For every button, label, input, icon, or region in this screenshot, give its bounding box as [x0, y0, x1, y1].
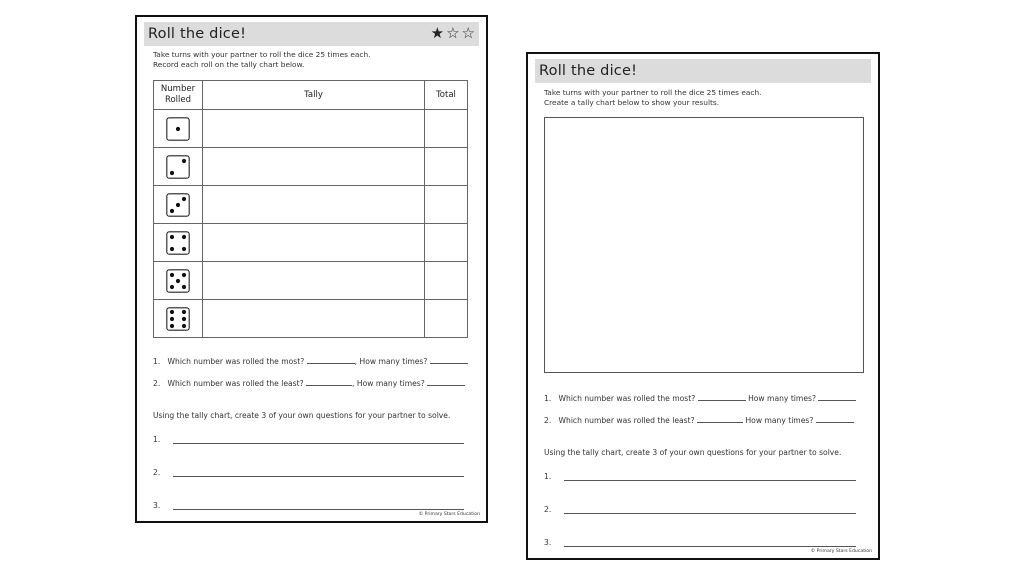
dice-face-3-icon	[166, 193, 190, 217]
question-suffix: How many times?	[356, 379, 425, 388]
tally-cell[interactable]	[203, 186, 425, 224]
question-2: 2. Which number was rolled the least? , How many times?	[153, 379, 465, 388]
number-rolled-cell	[154, 148, 203, 186]
number-rolled-cell	[154, 186, 203, 224]
instruction-line-2: Record each roll on the tally chart below.	[153, 60, 305, 69]
answer-line-2[interactable]	[173, 476, 464, 477]
star-outline-icon: ☆	[461, 24, 475, 42]
instruction-line-2: Create a tally chart below to show your results.	[544, 98, 720, 107]
worksheet-tally-chart	[135, 15, 488, 523]
header-number-line: Number	[160, 84, 196, 94]
answer-number-3: 3.	[153, 501, 161, 510]
answer-blank[interactable]	[427, 385, 465, 386]
dice-face-4-icon	[166, 231, 190, 255]
dice-face-2-icon	[166, 155, 190, 179]
number-rolled-cell	[154, 262, 203, 300]
question-number: 2.	[153, 379, 161, 388]
table-row	[154, 148, 468, 186]
answer-blank[interactable]	[698, 400, 746, 401]
question-suffix: How many times?	[745, 416, 814, 425]
tally-table	[153, 80, 468, 338]
answer-line-3[interactable]	[564, 546, 856, 547]
answer-line-3[interactable]	[173, 509, 464, 510]
table-row	[154, 262, 468, 300]
difficulty-stars	[431, 25, 475, 42]
question-suffix: How many times?	[359, 357, 428, 366]
total-cell[interactable]	[425, 300, 468, 338]
own-questions-prompt: Using the tally chart, create 3 of your own questions for your partner to solve.	[544, 448, 842, 457]
dice-face-6-icon	[166, 307, 190, 331]
worksheet-blank-chart	[526, 52, 880, 560]
total-cell[interactable]	[425, 224, 468, 262]
answer-number-1: 1.	[153, 435, 161, 444]
header-rolled-line: Rolled	[164, 95, 192, 105]
question-text: Which number was rolled the least?	[167, 379, 304, 388]
answer-blank[interactable]	[818, 400, 856, 401]
tally-cell[interactable]	[203, 148, 425, 186]
tally-cell[interactable]	[203, 262, 425, 300]
table-row	[154, 224, 468, 262]
worksheet-title: Roll the dice!	[148, 26, 247, 42]
table-row	[154, 300, 468, 338]
star-outline-icon: ☆	[446, 24, 460, 42]
title-bar	[535, 59, 871, 83]
header-total: Total	[425, 81, 468, 110]
blank-tally-chart-area[interactable]	[544, 117, 864, 373]
total-cell[interactable]	[425, 148, 468, 186]
answer-blank[interactable]	[307, 363, 355, 364]
answer-line-1[interactable]	[564, 480, 856, 481]
number-rolled-cell	[154, 224, 203, 262]
title-bar	[144, 22, 479, 46]
worksheet-title: Roll the dice!	[539, 63, 638, 79]
tally-cell[interactable]	[203, 300, 425, 338]
answer-blank[interactable]	[697, 422, 743, 423]
total-cell[interactable]	[425, 110, 468, 148]
header-number-rolled	[154, 81, 203, 110]
question-text: Which number was rolled the least?	[558, 416, 695, 425]
answer-line-2[interactable]	[564, 513, 856, 514]
answer-blank[interactable]	[306, 385, 352, 386]
table-row	[154, 186, 468, 224]
own-questions-prompt: Using the tally chart, create 3 of your own questions for your partner to solve.	[153, 411, 451, 420]
star-filled-icon: ★	[430, 24, 445, 42]
table-row	[154, 110, 468, 148]
number-rolled-cell	[154, 300, 203, 338]
question-2	[544, 416, 854, 425]
number-rolled-cell	[154, 110, 203, 148]
tally-cell[interactable]	[203, 110, 425, 148]
copyright-footer: © Primary Stars Education	[810, 549, 872, 554]
instruction-line-1: Take turns with your partner to roll the dice 25 times each.	[544, 88, 762, 97]
table-header-row	[154, 81, 468, 110]
header-tally: Tally	[203, 81, 425, 110]
question-text: Which number was rolled the most?	[167, 357, 305, 366]
instruction-line-1: Take turns with your partner to roll the dice 25 times each.	[153, 50, 371, 59]
question-1	[544, 394, 856, 403]
question-number: 1.	[544, 394, 552, 403]
answer-blank[interactable]	[430, 363, 468, 364]
question-number: 2.	[544, 416, 552, 425]
question-number: 1.	[153, 357, 161, 366]
copyright-footer: © Primary Stars Education	[418, 512, 480, 517]
question-1: 1. Which number was rolled the most? , How many times?	[153, 357, 468, 366]
answer-number-2: 2.	[544, 505, 552, 514]
answer-number-1: 1.	[544, 472, 552, 481]
total-cell[interactable]	[425, 262, 468, 300]
answer-line-1[interactable]	[173, 443, 464, 444]
tally-cell[interactable]	[203, 224, 425, 262]
answer-number-3: 3.	[544, 538, 552, 547]
question-suffix: How many times?	[748, 394, 816, 403]
answer-blank[interactable]	[816, 422, 854, 423]
question-text: Which number was rolled the most?	[558, 394, 696, 403]
dice-face-5-icon	[166, 269, 190, 293]
answer-number-2: 2.	[153, 468, 161, 477]
total-cell[interactable]	[425, 186, 468, 224]
dice-face-1-icon	[166, 117, 190, 141]
